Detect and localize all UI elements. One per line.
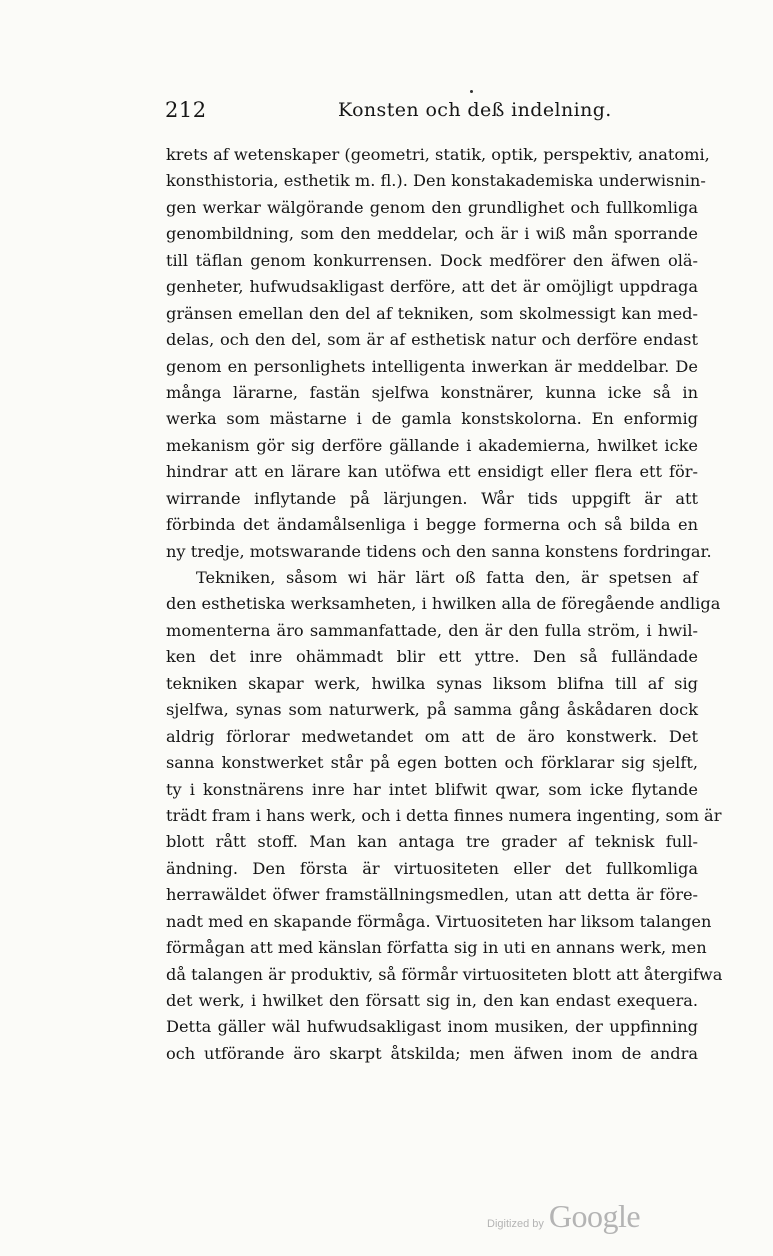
text-line: genheter, hufwudsakligast derföre, att det är omöjligt uppdraga [166, 277, 698, 297]
text-line: hindrar att en lärare kan utöfwa ett ensidigt eller flera ett för- [166, 462, 698, 482]
text-line: många lärarne, fastän sjelfwa konstnärer, kunna icke så in [166, 382, 698, 402]
text-line: förbinda det ändamålsenliga i begge formerna och så bilda en [166, 515, 698, 535]
text-line: wirrande inflytande på lärjungen. Wår tids uppgift är att [166, 488, 698, 508]
text-line: tekniken skapar werk, hwilka synas liksom blifna till af sig [166, 673, 698, 693]
text-line: den esthetiska werksamheten, i hwilken alla de föregående andliga [166, 594, 721, 614]
text-line: krets af wetenskaper (geometri, statik, optik, perspektiv, anatomi, [166, 145, 710, 164]
text-line: gränsen emellan den del af tekniken, som skolmessigt kan med- [166, 303, 698, 323]
running-title: Konsten och deß indelning. [338, 99, 612, 121]
text-line: ny tredje, motswarande tidens och den sanna konstens fordringar. [166, 541, 712, 561]
text-line: delas, och den del, som är af esthetisk natur och derföre endast [166, 330, 698, 350]
text-line: mekanism gör sig derföre gällande i akademierna, hwilket icke [166, 435, 698, 455]
text-line: gen werkar wälgörande genom den grundlighet och fullkomliga [166, 197, 698, 217]
text-line: ändning. Den första är virtuositeten eller det fullkomliga [166, 858, 698, 878]
text-line: Tekniken, såsom wi här lärt oß fatta den, är spetsen af [196, 568, 698, 587]
text-line: werka som mästarne i de gamla konstskolorna. En enformig [166, 409, 698, 429]
text-line: till täflan genom konkurrensen. Dock medförer den äfwen olä- [166, 250, 698, 270]
text-line: sanna konstwerket står på egen botten och förklarar sig sjelft, [166, 753, 698, 773]
text-line: genom en personlighets intelligenta inwerkan är meddelbar. De [166, 356, 698, 376]
text-line: då talangen är produktiv, så förmår virtuositeten blott att återgifwa [166, 964, 723, 984]
body-text [166, 142, 723, 1067]
text-line: momenterna äro sammanfattade, den är den fulla ström, i hwil- [166, 620, 698, 640]
text-line: och utförande äro skarpt åtskilda; men äfwen inom de andra [166, 1043, 698, 1063]
text-line: herrawäldet öfwer framställningsmedlen, utan att detta är före- [166, 885, 698, 905]
digitized-by-label: Digitized by [487, 1218, 544, 1230]
text-line: konsthistoria, esthetik m. fl.). Den konstakademiska underwisnin- [166, 171, 706, 191]
text-line: förmågan att med känslan författa sig in uti en annans werk, men [166, 938, 707, 958]
text-line: Detta gäller wäl hufwudsakligast inom musiken, der uppfinning [166, 1017, 698, 1037]
text-line: ty i konstnärens inre har intet blifwit qwar, som icke flytande [166, 779, 698, 799]
text-line: blott rått stoff. Man kan antaga tre grader af teknisk full- [166, 832, 698, 852]
page-number: 212 [165, 98, 207, 122]
print-speck [470, 90, 473, 93]
google-watermark [487, 1198, 640, 1235]
text-line: ken det inre ohämmadt blir ett yttre. Den så fulländade [166, 647, 698, 667]
text-line: aldrig förlorar medwetandet om att de äro konstwerk. Det [166, 726, 698, 746]
text-line: genombildning, som den meddelar, och är i wiß mån sporrande [166, 224, 698, 244]
google-logo: Google [548, 1198, 641, 1234]
text-line: nadt med en skapande förmåga. Virtuositeten har liksom talangen [166, 911, 712, 931]
text-line: trädt fram i hans werk, och i detta finnes numera ingenting, som är [166, 805, 722, 825]
text-line: det werk, i hwilket den försatt sig in, den kan endast exequera. [166, 991, 698, 1010]
text-line: sjelfwa, synas som naturwerk, på samma gång åskådaren dock [166, 700, 698, 720]
